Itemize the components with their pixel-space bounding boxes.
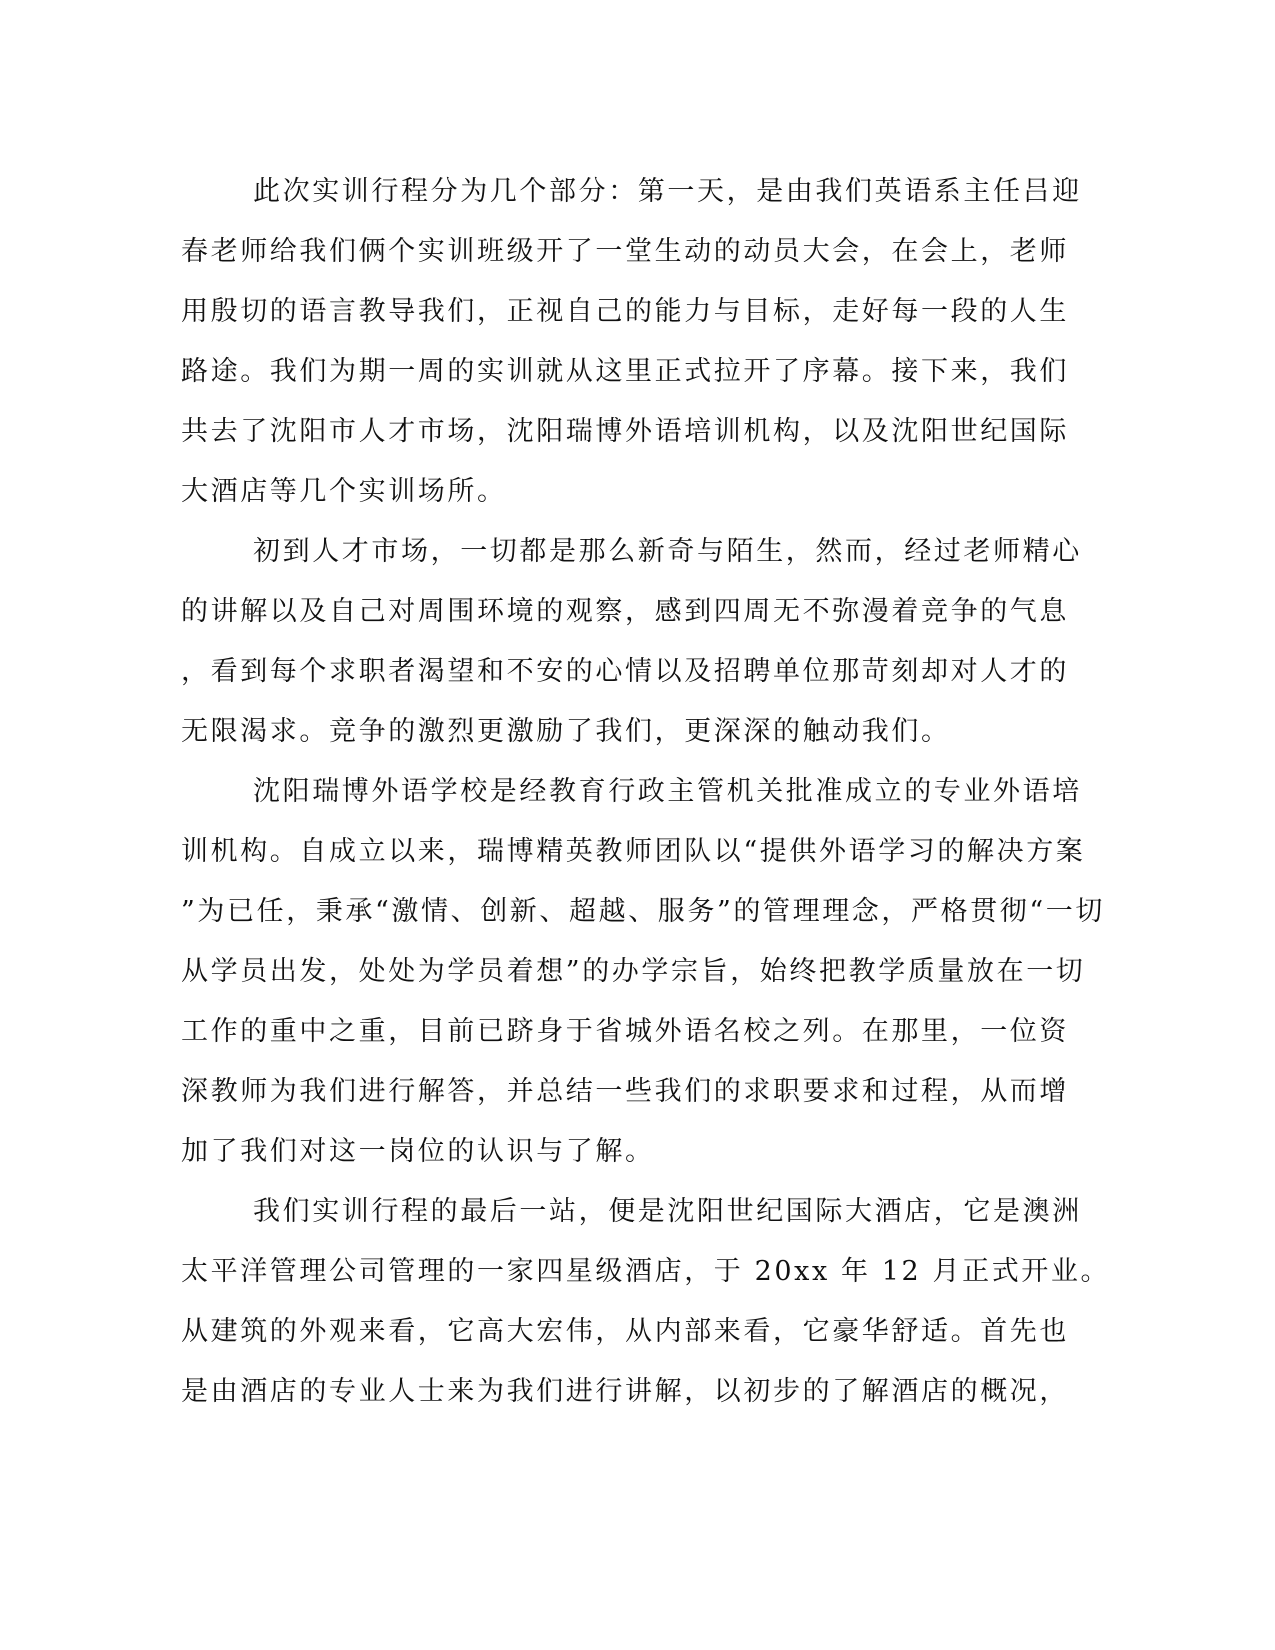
text-line: 太平洋管理公司管理的一家四星级酒店，于 20xx 年 12 月正式开业。 <box>181 1256 1111 1287</box>
text-line: 此次实训行程分为几个部分：第一天，是由我们英语系主任吕迎 <box>253 176 1082 207</box>
text-line: 训机构。自成立以来，瑞博精英教师团队以“提供外语学习的解决方案 <box>181 836 1086 867</box>
text-line: 深教师为我们进行解答，并总结一些我们的求职要求和过程，从而增 <box>181 1076 1069 1107</box>
text-line: 从建筑的外观来看，它高大宏伟，从内部来看，它豪华舒适。首先也 <box>181 1316 1069 1347</box>
text-line: 沈阳瑞博外语学校是经教育行政主管机关批准成立的专业外语培 <box>253 776 1082 807</box>
document-body <box>181 162 1111 1422</box>
paragraph-4 <box>181 1182 1111 1422</box>
paragraph-3 <box>181 762 1106 1182</box>
text-line: 用殷切的语言教导我们，正视自己的能力与目标，走好每一段的人生 <box>181 296 1069 327</box>
text-line: ，看到每个求职者渴望和不安的心情以及招聘单位那苛刻却对人才的 <box>181 656 1069 687</box>
text-line: 工作的重中之重，目前已跻身于省城外语名校之列。在那里，一位资 <box>181 1016 1069 1047</box>
text-line: 无限渴求。竞争的激烈更激励了我们，更深深的触动我们。 <box>181 716 951 747</box>
text-line: 春老师给我们俩个实训班级开了一堂生动的动员大会，在会上，老师 <box>181 236 1069 267</box>
text-line: 的讲解以及自己对周围环境的观察，感到四周无不弥漫着竞争的气息 <box>181 596 1069 627</box>
text-line: 我们实训行程的最后一站，便是沈阳世纪国际大酒店，它是澳洲 <box>253 1196 1082 1227</box>
text-line: 路途。我们为期一周的实训就从这里正式拉开了序幕。接下来，我们 <box>181 356 1069 387</box>
text-line: ”为已任，秉承“激情、创新、超越、服务”的管理理念，严格贯彻“一切 <box>181 896 1106 927</box>
paragraph-1 <box>181 162 1082 522</box>
paragraph-2 <box>181 522 1082 762</box>
text-line: 从学员出发，处处为学员着想”的办学宗旨，始终把教学质量放在一切 <box>181 956 1086 987</box>
text-line: 共去了沈阳市人才市场，沈阳瑞博外语培训机构，以及沈阳世纪国际 <box>181 416 1069 447</box>
text-line: 是由酒店的专业人士来为我们进行讲解，以初步的了解酒店的概况， <box>181 1376 1069 1407</box>
text-line: 初到人才市场，一切都是那么新奇与陌生，然而，经过老师精心 <box>253 536 1082 567</box>
text-line: 加了我们对这一岗位的认识与了解。 <box>181 1136 655 1167</box>
text-line: 大酒店等几个实训场所。 <box>181 476 507 507</box>
